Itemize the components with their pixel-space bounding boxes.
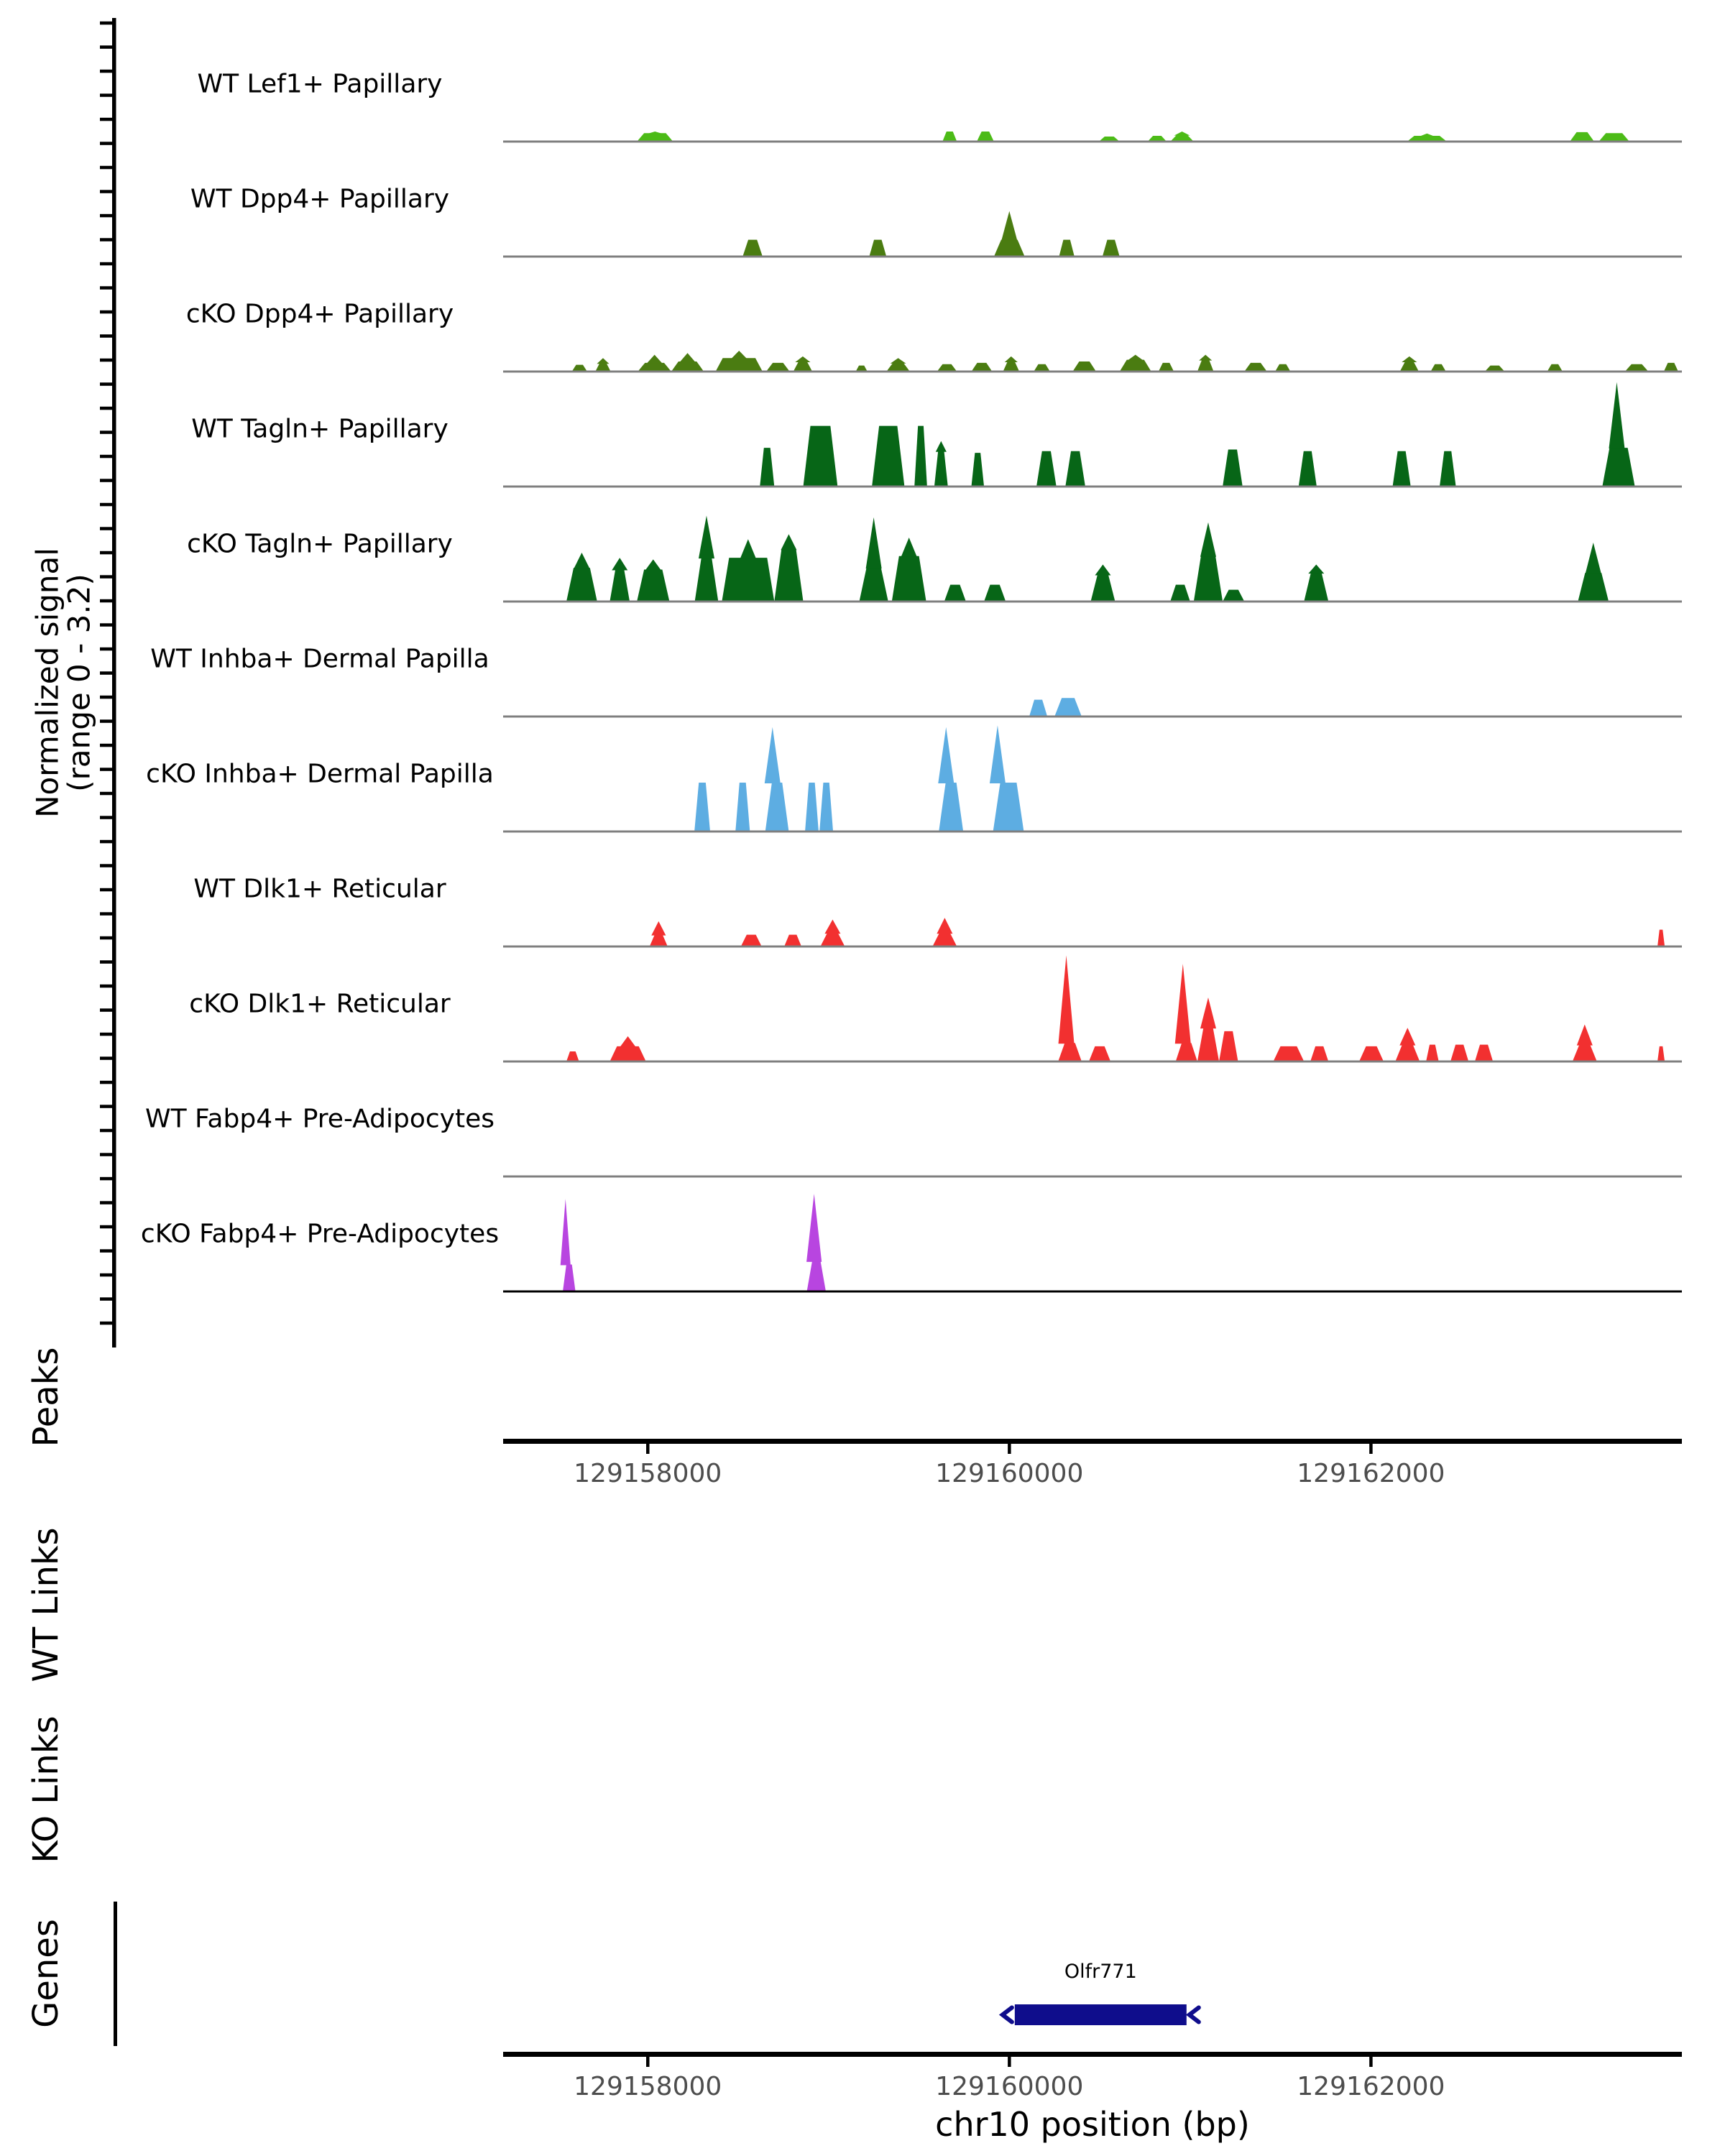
signal-peak (650, 935, 668, 946)
signal-peak-spike (901, 538, 917, 557)
signal-peak (722, 558, 774, 602)
signal-peak-spike (937, 918, 952, 934)
signal-peak (566, 1051, 579, 1061)
signal-peak-spike (561, 1199, 571, 1265)
signal-axis-tick (100, 1297, 112, 1301)
signal-axis-tick (100, 840, 112, 844)
signal-peak (860, 568, 888, 602)
peaks-axis-tick (1369, 1444, 1373, 1454)
track-label: WT Dlk1+ Reticular (193, 874, 446, 904)
signal-axis-tick (100, 768, 112, 771)
signal-peak (914, 426, 927, 487)
signal-axis-tick (100, 70, 112, 73)
signal-peak (1359, 1046, 1384, 1061)
signal-axis-tick (100, 1201, 112, 1204)
signal-peak (872, 426, 904, 487)
signal-axis-tick (100, 238, 112, 241)
signal-peak-spike (1419, 134, 1435, 137)
y-axis-label-line1: Normalized signal (29, 548, 65, 818)
signal-peak (804, 426, 838, 487)
gene-strand-arrow-icon (1190, 2008, 1199, 2022)
peaks-axis-tick-label: 129158000 (574, 1459, 722, 1488)
genes-section-spine (114, 1902, 117, 2046)
gene-name-label: Olfr771 (1064, 1961, 1137, 1983)
signal-peak-spike (1199, 355, 1212, 361)
signal-peak (1072, 361, 1096, 372)
signal-peak (892, 556, 926, 602)
signal-peak-spike (1005, 356, 1018, 362)
signal-peak (1657, 1046, 1665, 1061)
genes-axis-tick (1369, 2057, 1373, 2067)
section-label-genes: Genes (26, 1919, 66, 2028)
signal-peak (993, 783, 1024, 831)
signal-peak (741, 935, 762, 946)
signal-peak-spike (938, 727, 954, 783)
signal-peak-spike (1200, 998, 1216, 1028)
signal-peak (1304, 573, 1328, 602)
signal-peak (1089, 1046, 1110, 1061)
track-baseline (503, 256, 1682, 258)
signal-axis-tick (100, 359, 112, 362)
signal-peak (742, 240, 763, 257)
signal-peak (1299, 451, 1317, 487)
track-label: WT Inhba+ Dermal Papilla (150, 644, 489, 674)
signal-peak-spike (1399, 1028, 1415, 1045)
track-label: cKO Fabp4+ Pre-Adipocytes (140, 1219, 500, 1249)
signal-axis-tick (100, 118, 112, 121)
signal-axis-tick (100, 744, 112, 747)
signal-peak (638, 363, 671, 372)
signal-peak (735, 783, 750, 831)
signal-peak (1159, 363, 1174, 372)
section-label-ko-links: KO Links (26, 1715, 66, 1864)
signal-axis-tick (100, 45, 112, 49)
signal-peak (819, 783, 833, 831)
signal-peak (671, 361, 704, 372)
signal-peak (1547, 364, 1563, 372)
signal-peak (1426, 1045, 1439, 1061)
signal-peak (1570, 132, 1594, 142)
signal-axis-tick (100, 1249, 112, 1253)
signal-axis-tick (100, 1225, 112, 1229)
signal-peak (563, 1265, 576, 1292)
signal-peak (610, 1046, 645, 1061)
track-baseline (503, 1176, 1682, 1178)
genes-axis-tick-label: 129160000 (935, 2072, 1084, 2101)
gene-body-olfr771 (1015, 2004, 1187, 2025)
signal-axis-tick (100, 286, 112, 290)
signal-peak-spike (1175, 964, 1191, 1044)
signal-peak-spike (574, 553, 589, 568)
signal-peak-spike (1308, 564, 1324, 573)
signal-axis-tick (100, 816, 112, 819)
signal-peak (1029, 700, 1047, 717)
track-baseline (503, 486, 1682, 488)
signal-axis-tick (100, 1177, 112, 1181)
signal-peak (637, 133, 673, 142)
signal-peak (1034, 364, 1050, 372)
signal-peak (1223, 590, 1244, 602)
signal-axis-tick (100, 262, 112, 266)
signal-axis-tick (100, 22, 112, 25)
signal-peak (971, 363, 992, 372)
signal-peak (566, 568, 597, 602)
signal-peak (774, 549, 803, 602)
signal-peak (944, 585, 966, 602)
signal-peak (1274, 1046, 1305, 1061)
signal-axis-tick (100, 407, 112, 410)
signal-peak-spike (1174, 132, 1190, 136)
signal-peak (1197, 360, 1214, 372)
signal-peak-spike (891, 358, 906, 364)
signal-axis-tick (100, 334, 112, 338)
signal-axis-tick (100, 671, 112, 675)
signal-peak (1090, 575, 1115, 602)
signal-axis-tick (100, 864, 112, 867)
signal-peak (971, 453, 984, 487)
signal-peak (1058, 1043, 1082, 1061)
signal-peak (1036, 451, 1057, 487)
signal-axis-spine (112, 18, 116, 1348)
peaks-axis-line (503, 1439, 1682, 1444)
signal-peak (1244, 363, 1266, 372)
signal-axis-tick (100, 696, 112, 699)
track-label: cKO Tagln+ Papillary (187, 529, 453, 559)
signal-peak (1573, 1045, 1597, 1061)
signal-peak (939, 783, 963, 831)
signal-peak (760, 448, 774, 487)
track-baseline (503, 946, 1682, 948)
signal-axis-tick (100, 1273, 112, 1277)
signal-peak-spike (647, 132, 663, 134)
signal-axis-tick (100, 310, 112, 314)
signal-peak-spike (740, 539, 756, 558)
signal-axis-tick (100, 1081, 112, 1084)
signal-peak (1393, 451, 1411, 487)
x-axis-label: chr10 position (bp) (935, 2105, 1250, 2144)
signal-axis-tick (100, 1105, 112, 1108)
signal-peak (1602, 448, 1634, 487)
signal-peak (1400, 361, 1419, 372)
signal-peak (1275, 364, 1290, 372)
signal-peak (610, 569, 630, 602)
signal-peak-spike (765, 727, 781, 783)
signal-axis-tick (100, 792, 112, 796)
signal-peak-spike (612, 558, 627, 570)
signal-peak (807, 1261, 826, 1291)
signal-axis-tick (100, 527, 112, 530)
signal-peak (805, 783, 819, 831)
signal-peak (1310, 1046, 1328, 1061)
signal-peak-spike (1059, 955, 1075, 1044)
signal-peak (1170, 585, 1190, 602)
signal-axis-tick (100, 430, 112, 434)
signal-peak (1395, 1045, 1420, 1061)
signal-peak (1430, 364, 1445, 372)
signal-peak-spike (699, 515, 714, 558)
signal-peak-spike (866, 517, 882, 568)
signal-axis-tick (100, 912, 112, 916)
genes-axis-tick-label: 129162000 (1297, 2072, 1445, 2101)
section-label-wt-links: WT Links (26, 1527, 66, 1682)
signal-peak (1223, 449, 1243, 487)
signal-axis-tick (100, 1056, 112, 1060)
track-label: WT Fabp4+ Pre-Adipocytes (145, 1104, 494, 1134)
signal-peak (984, 585, 1006, 602)
signal-peak (869, 240, 886, 257)
signal-peak-spike (620, 1036, 636, 1047)
signal-peak-spike (1200, 522, 1216, 557)
signal-peak (1197, 1028, 1219, 1061)
signal-axis-tick (100, 190, 112, 193)
signal-peak (1657, 930, 1665, 946)
signal-axis-tick (100, 936, 112, 940)
signal-peak (886, 363, 910, 372)
signal-peak (1450, 1045, 1468, 1061)
signal-peak-spike (1001, 211, 1017, 241)
genes-axis-tick-label: 129158000 (574, 2072, 722, 2101)
signal-peak-spike (1586, 543, 1601, 573)
signal-peak (1475, 1045, 1493, 1061)
signal-axis-tick (100, 719, 112, 723)
signal-axis-tick (100, 1008, 112, 1012)
signal-axis-tick (100, 985, 112, 988)
genes-axis-line (503, 2052, 1682, 2057)
gene-strand-arrow-icon (1003, 2008, 1012, 2022)
signal-peak-spike (597, 358, 609, 364)
signal-axis-tick (100, 648, 112, 651)
signal-axis-tick (100, 382, 112, 386)
signal-peak (1176, 1043, 1197, 1061)
signal-peak (595, 363, 610, 372)
signal-axis-tick (100, 599, 112, 603)
track-baseline (503, 1291, 1682, 1293)
signal-axis-tick (100, 575, 112, 579)
signal-peak-spike (647, 355, 663, 364)
track-label: cKO Dpp4+ Papillary (185, 299, 454, 329)
signal-axis-tick (100, 166, 112, 170)
signal-peak-spike (990, 725, 1006, 783)
signal-axis-tick (100, 503, 112, 507)
signal-peak (1065, 451, 1085, 487)
signal-peak-spike (795, 356, 810, 362)
track-label: WT Tagln+ Papillary (191, 414, 448, 444)
signal-peak-spike (731, 351, 747, 359)
signal-peak (1003, 361, 1019, 372)
signal-peak (1120, 360, 1151, 372)
signal-peak (1625, 364, 1649, 372)
track-baseline (503, 371, 1682, 373)
signal-peak (977, 132, 994, 142)
y-axis-label-line2: (range 0 - 3.2) (61, 573, 97, 792)
section-label-peaks: Peaks (26, 1347, 66, 1447)
track-baseline (503, 716, 1682, 718)
track-baseline (503, 831, 1682, 833)
signal-peak (637, 569, 669, 602)
track-baseline (503, 1061, 1682, 1063)
signal-peak (1578, 573, 1609, 602)
signal-peak (1440, 451, 1456, 487)
signal-peak (942, 132, 957, 142)
signal-peak-spike (781, 534, 796, 550)
track-baseline (503, 141, 1682, 143)
signal-peak-spike (1402, 356, 1417, 362)
track-baseline (503, 601, 1682, 603)
signal-peak (1054, 698, 1082, 717)
signal-peak (1059, 240, 1074, 257)
signal-peak-spike (1095, 564, 1110, 575)
peaks-axis-tick (1008, 1444, 1011, 1454)
signal-axis-tick (100, 93, 112, 97)
signal-peak (794, 361, 812, 372)
signal-axis-tick (100, 1129, 112, 1133)
signal-peak (1103, 240, 1120, 257)
signal-axis-tick (100, 1322, 112, 1325)
signal-peak (994, 240, 1025, 257)
signal-axis-tick (100, 479, 112, 482)
track-label: WT Lef1+ Papillary (197, 69, 443, 99)
peaks-axis-tick (646, 1444, 650, 1454)
signal-axis-tick (100, 455, 112, 459)
track-label: cKO Dlk1+ Reticular (189, 989, 451, 1019)
track-label: WT Dpp4+ Papillary (190, 184, 450, 214)
signal-peak (1194, 556, 1223, 602)
signal-peak (934, 451, 948, 487)
signal-axis-tick (100, 551, 112, 555)
signal-axis-tick (100, 214, 112, 218)
signal-peak (932, 933, 957, 946)
signal-peak (695, 558, 719, 602)
signal-peak-spike (824, 920, 840, 934)
signal-peak (765, 783, 789, 831)
signal-peak (937, 364, 957, 372)
signal-peak-spike (1577, 1024, 1593, 1045)
genes-axis-tick (646, 2057, 650, 2067)
signal-peak (766, 363, 790, 372)
track-label: cKO Inhba+ Dermal Papilla (146, 759, 494, 789)
signal-peak-spike (1609, 382, 1624, 448)
signal-peak (1598, 133, 1629, 142)
signal-peak (1664, 363, 1678, 372)
signal-peak-spike (645, 559, 661, 570)
signal-peak (784, 935, 801, 946)
signal-axis-tick (100, 1033, 112, 1036)
signal-peak-spike (680, 353, 696, 362)
signal-peak (694, 783, 710, 831)
peaks-axis-tick-label: 129160000 (935, 1459, 1084, 1488)
signal-axis-tick (100, 142, 112, 145)
signal-axis-tick (100, 888, 112, 892)
signal-peak-spike (651, 921, 666, 936)
signal-axis-tick (100, 623, 112, 627)
genes-axis-tick (1008, 2057, 1011, 2067)
signal-peak (1219, 1031, 1238, 1061)
signal-peak-spike (1128, 355, 1144, 361)
signal-peak-spike (806, 1194, 822, 1262)
signal-axis-tick (100, 960, 112, 964)
signal-peak-spike (936, 441, 947, 452)
signal-peak (716, 358, 763, 372)
peaks-axis-tick-label: 129162000 (1297, 1459, 1445, 1488)
signal-peak (820, 933, 845, 946)
signal-axis-tick (100, 1153, 112, 1156)
